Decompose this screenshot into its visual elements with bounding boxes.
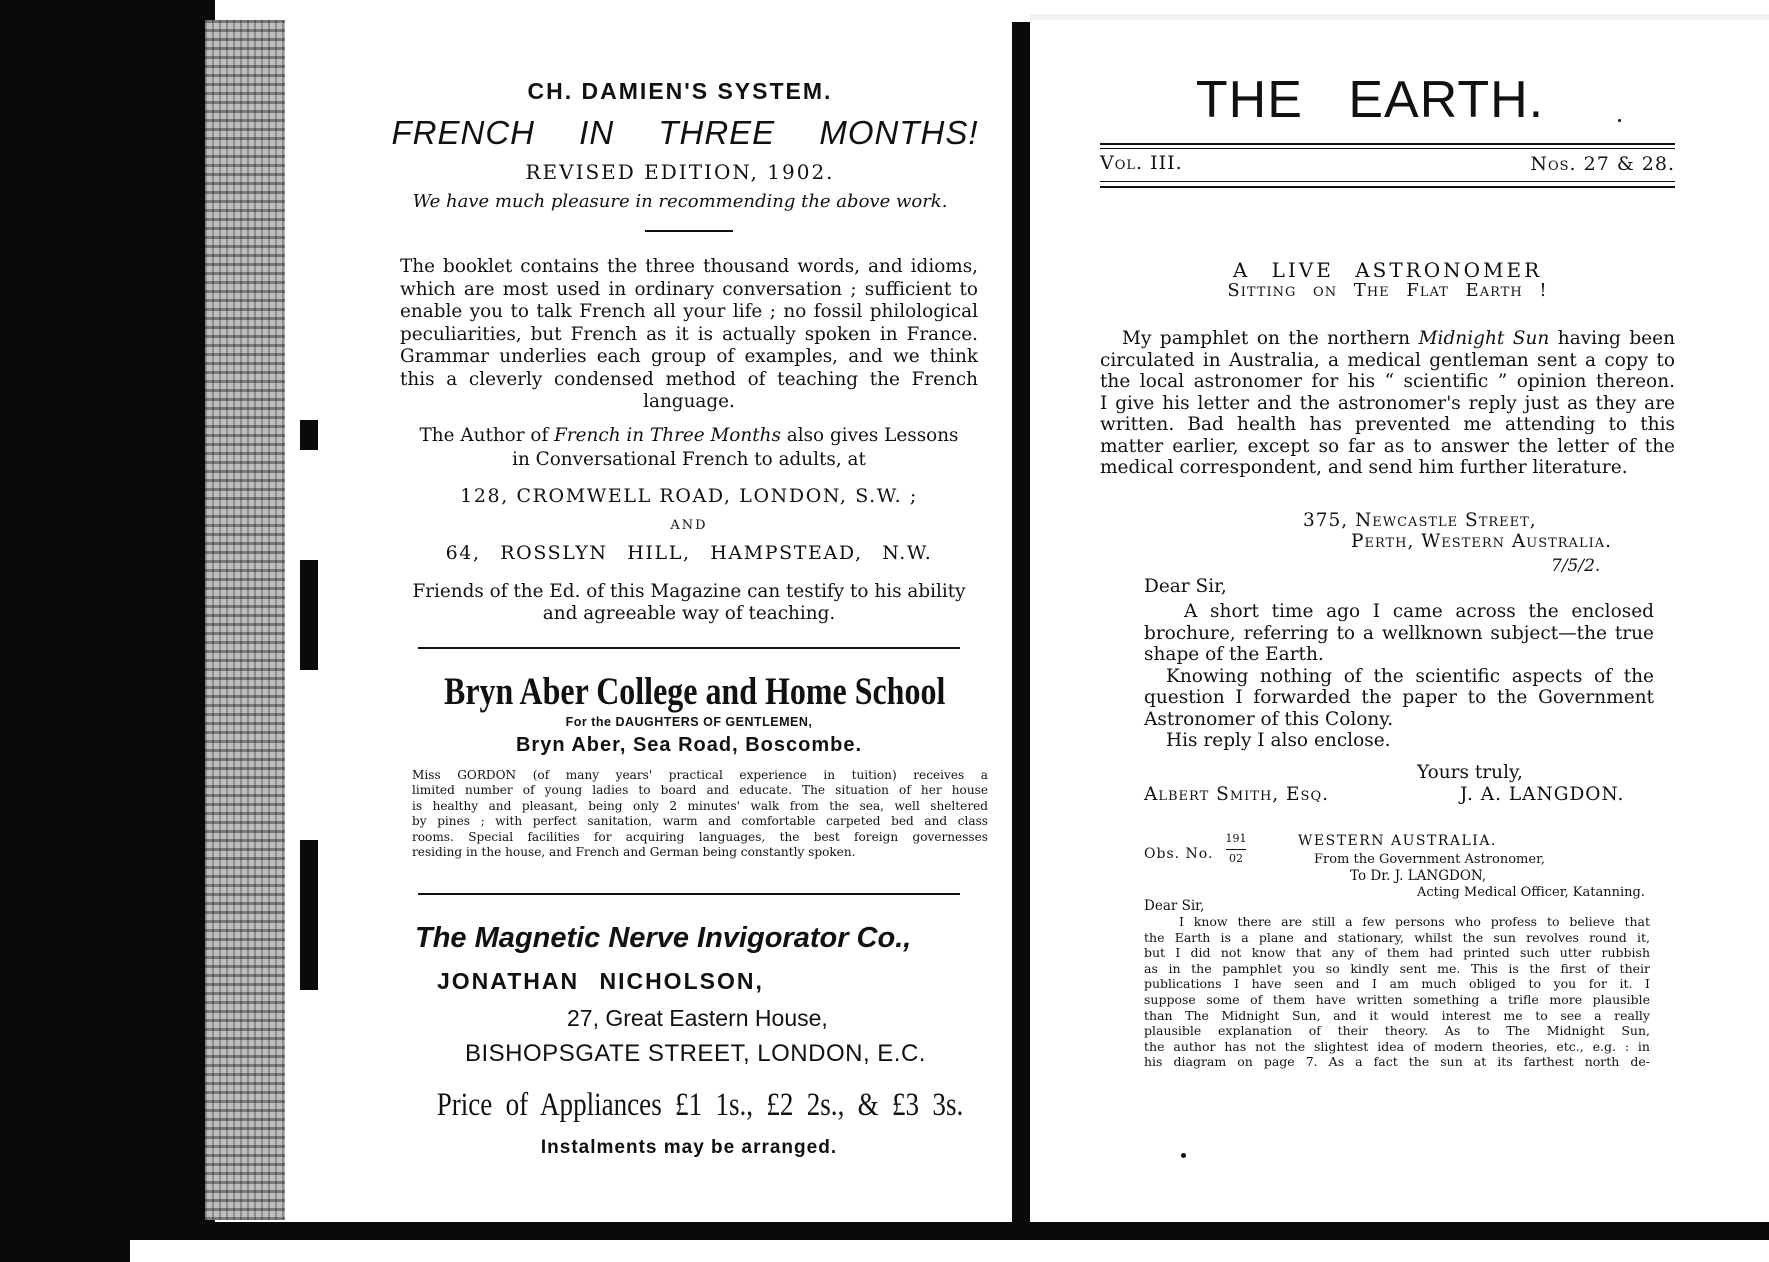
volume-label: Vol. III.: [1100, 152, 1183, 174]
scan-border-bottom: [0, 1222, 1769, 1240]
letter2-line: his diagram on page 7. As a fact the sun at its farthest north de-: [1144, 1054, 1650, 1070]
masthead-rule-bottom: [1100, 181, 1675, 182]
description-line: peculiarities, but French as it is actually spoken in France.: [400, 323, 978, 345]
lessons-book-title: French in Three Months: [554, 425, 781, 446]
ink-speck: [1181, 1153, 1186, 1158]
description-line: this a cleverly condensed method of teaching the French: [400, 368, 978, 390]
college-line: Miss GORDON (of many years' practical experience in tuition) receives a: [412, 768, 988, 782]
college-name: Bryn Aber College and Home School: [444, 670, 946, 713]
letter2-body: [1144, 914, 1650, 1070]
midnight-sun-title: Midnight Sun: [1418, 328, 1550, 349]
description-line: which are most used in ordinary conversation ; sufficient to: [400, 278, 978, 300]
bleed-block-3: [300, 840, 318, 990]
letter-body: [1144, 601, 1654, 752]
book-spine-gutter: [1012, 22, 1030, 1222]
college-line: by pines ; with perfect sanitation, warm and comfortable carpeted bed and class: [412, 814, 988, 829]
college-line: residing in the house, and French and German being constantly spoken.: [412, 845, 856, 860]
letter2-line: as in the pamphlet you so kindly sent me. This is the first of their: [1144, 960, 1650, 976]
intro-line: written. Bad health has prevented me attending to this: [1100, 414, 1675, 435]
letter2-line: the author has not the slightest idea of modern theories, etc., e.g. : in: [1144, 1038, 1650, 1054]
lessons-post: also gives Lessons: [780, 425, 959, 446]
college-for-line: For the DAUGHTERS OF GENTLEMEN,: [565, 715, 813, 729]
recommendation-line: We have much pleasure in recommending the above work.: [412, 191, 948, 212]
lessons-pre: The Author of: [419, 425, 555, 446]
ink-speck: [1618, 119, 1621, 122]
letter2-line: than The Midnight Sun, and it would interest me to see a really: [1144, 1007, 1650, 1023]
testimonial-line-1: Friends of the Ed. of this Magazine can testify to his ability: [412, 581, 966, 602]
letter-line: brochure, referring to a wellknown subject—the true: [1144, 622, 1654, 644]
scan-border-bottom-left: [0, 1240, 130, 1262]
description-line: Grammar underlies each group of examples, and we think: [400, 346, 978, 367]
obs-denominator: 02: [1229, 852, 1243, 865]
intro-line: I give his letter and the astronomer's reply just as they are: [1100, 392, 1675, 414]
section-divider-2: [418, 893, 960, 895]
address-rosslyn: 64, ROSSLYN HILL, HAMPSTEAD, N.W.: [445, 542, 933, 564]
letter2-from: From the Government Astronomer,: [1314, 852, 1545, 867]
letter2-line: I know there are still a few persons who profess to believe that: [1179, 914, 1650, 929]
magazine-title: THE EARTH.: [1195, 71, 1545, 129]
masthead-rule-top-2: [1100, 148, 1675, 149]
letter-line: Astronomer of this Colony.: [1144, 708, 1394, 730]
letter-address-1: 375, Newcastle Street,: [1303, 510, 1537, 531]
magnetic-proprietor: JONATHAN NICHOLSON,: [437, 968, 764, 994]
letter2-line: the Earth is a plane and stationary, whilst the sun revolves round it,: [1144, 929, 1650, 945]
lessons-line-2: in Conversational French to adults, at: [512, 449, 866, 470]
intro-line: circulated in Australia, a medical gentleman sent a copy to: [1100, 349, 1675, 371]
magnetic-building: 27, Great Eastern House,: [567, 1005, 828, 1031]
obs-label: Obs. No.: [1144, 846, 1214, 862]
letter2-line: plausible explanation of their theory. As to The Midnight Sun,: [1144, 1023, 1650, 1039]
letter2-line: publications I have seen and I am much obliged to you for it. I: [1144, 976, 1650, 992]
page-edge-strip: [205, 20, 285, 1220]
masthead-rule-bottom-2: [1100, 186, 1675, 188]
college-address: Bryn Aber, Sea Road, Boscombe.: [515, 734, 862, 756]
magnetic-instalments: Instalments may be arranged.: [540, 1137, 838, 1158]
letter-signature: J. A. LANGDON.: [1460, 784, 1625, 805]
college-line: is healthy and pleasant, being only 2 minutes' walk from the sea, well sheltered: [412, 798, 988, 813]
letter-line: shape of the Earth.: [1144, 644, 1324, 665]
description-line: The booklet contains the three thousand words, and idioms,: [400, 256, 978, 277]
article-subheading: Sitting on The Flat Earth !: [1227, 280, 1548, 301]
letter-date: 7/5/2.: [1551, 556, 1601, 576]
letter-line: His reply I also enclose.: [1166, 730, 1391, 751]
college-description: [412, 768, 988, 860]
magnetic-prices: Price of Appliances £1 1s., £2 2s., & £3 3s.: [436, 1087, 964, 1123]
testimonial-line-2: and agreeable way of teaching.: [542, 603, 836, 624]
obs-fraction-bar: [1226, 849, 1246, 850]
magnetic-street: BISHOPSGATE STREET, LONDON, E.C.: [465, 1040, 926, 1067]
letter2-place: WESTERN AUSTRALIA.: [1298, 833, 1497, 849]
bleed-block-2: [300, 560, 318, 670]
letter2-to: To Dr. J. LANGDON,: [1350, 868, 1487, 884]
scan-border-left: [0, 0, 215, 1240]
obs-numerator: 191: [1225, 832, 1247, 845]
letter-recipient: Albert Smith, Esq.: [1144, 784, 1329, 805]
letter-salutation: Dear Sir,: [1144, 576, 1227, 597]
description-line: language.: [643, 391, 735, 412]
letter2-office: Acting Medical Officer, Katanning.: [1417, 885, 1645, 900]
letter-closing: Yours truly,: [1417, 762, 1523, 783]
system-title: CH. DAMIEN'S SYSTEM.: [527, 78, 833, 104]
short-divider: [645, 230, 733, 232]
intro-line: medical correspondent, and send him further literature.: [1100, 457, 1628, 478]
letter-line: Knowing nothing of the scientific aspects of the: [1166, 665, 1654, 687]
magnetic-company: The Magnetic Nerve Invigorator Co.,: [415, 922, 912, 954]
masthead-rule-top: [1100, 143, 1675, 145]
article-intro: [1100, 328, 1675, 479]
french-description: [400, 256, 978, 414]
bleed-block-1: [300, 420, 318, 450]
letter-line: question I forwarded the paper to the Government: [1144, 687, 1654, 708]
article-heading: A LIVE ASTRONOMER: [1232, 258, 1543, 282]
letter2-salutation: Dear Sir,: [1144, 898, 1205, 914]
college-line: rooms. Special facilities for acquiring languages, the best foreign governesses: [412, 829, 988, 844]
edition-line: REVISED EDITION, 1902.: [525, 160, 835, 184]
college-line: limited number of young ladies to board and educate. The situation of her house: [412, 783, 988, 798]
address-cromwell: 128, CROMWELL ROAD, LONDON, S.W. ;: [460, 485, 918, 507]
letter-line: A short time ago I came across the enclosed: [1184, 601, 1654, 622]
intro-line: matter earlier, except so far as to answer the letter of the: [1100, 435, 1675, 457]
section-divider-1: [418, 647, 960, 649]
letter-address-2: Perth, Western Australia.: [1351, 531, 1612, 552]
letter2-line: but I did not know that any of them had printed such utter rubbish: [1144, 945, 1650, 961]
intro-line: the local astronomer for his “ scientific ” opinion thereon.: [1100, 371, 1675, 392]
issue-numbers: Nos. 27 & 28.: [1530, 153, 1675, 175]
french-headline: FRENCH IN THREE MONTHS!: [391, 114, 979, 151]
and-word: AND: [670, 518, 708, 533]
intro-line: My pamphlet on the northern Midnight Sun having been: [1122, 328, 1675, 349]
description-line: enable you to talk French all your life ; no fossil philological: [400, 301, 978, 322]
lessons-line: [400, 425, 978, 446]
letter2-line: suppose some of them have written something a trifle more plausible: [1144, 991, 1650, 1007]
